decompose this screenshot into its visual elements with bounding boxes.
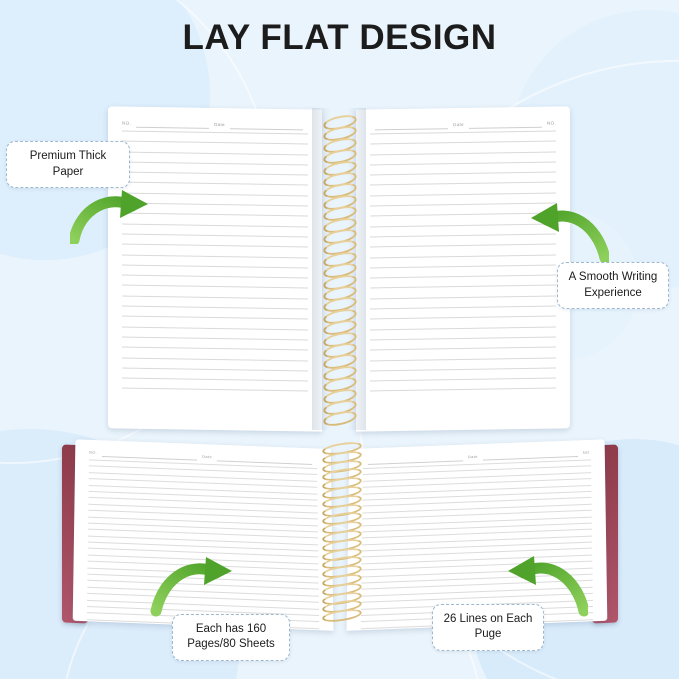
page-title: LAY FLAT DESIGN xyxy=(182,18,497,57)
rule-line xyxy=(370,264,556,268)
rule-line xyxy=(122,306,308,310)
header-rule xyxy=(217,454,312,464)
rule-line xyxy=(370,131,556,135)
header-rule xyxy=(469,121,542,129)
header-rule xyxy=(368,454,463,464)
rule-line xyxy=(122,182,308,186)
rule-line xyxy=(370,306,556,310)
rule-line xyxy=(122,367,308,371)
rule-line xyxy=(122,336,308,340)
rule-line xyxy=(370,357,556,361)
rule-line xyxy=(122,141,308,145)
rule-line xyxy=(370,285,556,289)
page-header-no: NO. xyxy=(582,449,591,455)
rule-line xyxy=(122,326,308,330)
rule-line xyxy=(370,141,556,145)
page-header-date: Date xyxy=(214,121,225,128)
rule-line xyxy=(370,151,556,155)
rule-line xyxy=(122,316,308,320)
rule-line xyxy=(370,326,556,330)
rule-line xyxy=(122,264,308,268)
rule-line xyxy=(122,244,308,248)
spiral-binding-bottom xyxy=(316,441,364,621)
rule-line xyxy=(122,275,308,279)
rule-line xyxy=(370,275,556,279)
header-rule xyxy=(230,122,303,130)
curved-arrow-icon xyxy=(150,553,236,617)
page-header-no: NO. xyxy=(122,120,132,126)
rule-line xyxy=(122,388,308,392)
rule-line xyxy=(370,378,556,382)
header-rule xyxy=(102,450,197,460)
callout-lines-per-page: 26 Lines on Each Puge xyxy=(432,604,544,651)
page-header-no: NO. xyxy=(547,120,557,126)
rule-line xyxy=(370,388,556,392)
curved-arrow-icon xyxy=(523,200,609,262)
rule-line xyxy=(370,295,556,299)
rule-line xyxy=(122,172,308,176)
rule-line xyxy=(370,347,556,351)
rule-line xyxy=(122,347,308,351)
curved-arrow-icon xyxy=(70,188,152,244)
page-header-no: NO. xyxy=(89,449,98,455)
rule-line xyxy=(122,131,308,135)
callout-premium-paper: Premium Thick Paper xyxy=(6,141,130,188)
rule-line xyxy=(122,378,308,382)
header-rule xyxy=(375,122,448,130)
rule-line xyxy=(370,336,556,340)
page-header-date: Date xyxy=(467,453,478,460)
notebook-page-left xyxy=(108,106,322,431)
ruled-lines-left xyxy=(122,131,308,392)
header-rule xyxy=(136,121,209,129)
spiral-binding-top xyxy=(319,114,359,426)
rule-line xyxy=(370,172,556,176)
rule-line xyxy=(122,357,308,361)
rule-line xyxy=(370,192,556,196)
callout-page-count: Each has 160 Pages/80 Sheets xyxy=(172,614,290,661)
rule-line xyxy=(122,295,308,299)
rule-line xyxy=(370,182,556,186)
notebook-top xyxy=(108,108,570,430)
callout-smooth-writing: A Smooth Writing Experience xyxy=(557,262,669,309)
page-header xyxy=(122,121,308,131)
rule-line xyxy=(122,161,308,165)
page-header xyxy=(370,121,556,131)
page-header-date: Date xyxy=(453,121,464,128)
rule-line xyxy=(122,151,308,155)
rule-line xyxy=(370,161,556,165)
rule-line xyxy=(370,316,556,320)
rule-line xyxy=(122,285,308,289)
rule-line xyxy=(370,367,556,371)
notebook-page-right xyxy=(356,106,570,431)
header-rule xyxy=(483,450,578,460)
page-header-date: Date xyxy=(202,453,213,460)
rule-line xyxy=(122,254,308,258)
